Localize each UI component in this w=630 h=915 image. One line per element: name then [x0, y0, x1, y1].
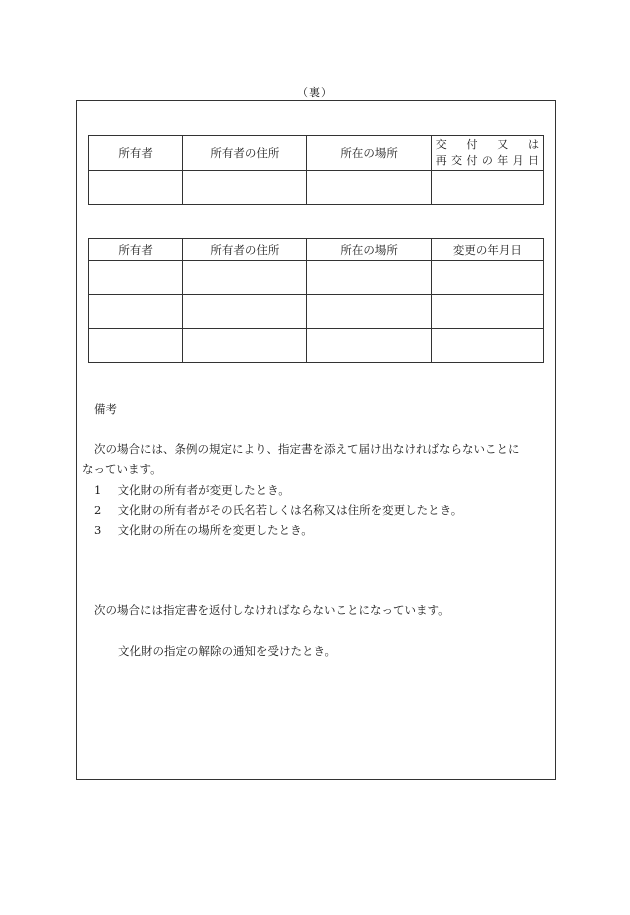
issuance-table	[88, 135, 544, 205]
table-cell[interactable]	[431, 261, 543, 295]
char: 年	[497, 154, 509, 167]
change-table-header-row	[89, 239, 544, 261]
list-item-number: 1	[94, 483, 102, 497]
table-cell[interactable]	[183, 261, 307, 295]
list-item	[94, 502, 462, 518]
table-row	[89, 295, 544, 329]
header-owner: 所有者	[89, 239, 183, 261]
table-cell[interactable]	[89, 171, 183, 205]
header-owner-address: 所有者の住所	[183, 136, 307, 171]
char: 日	[527, 154, 539, 167]
table-cell[interactable]	[89, 329, 183, 363]
char: 又	[497, 138, 509, 151]
char: 再	[435, 154, 447, 167]
remarks-title: 備考	[94, 402, 117, 416]
table-cell[interactable]	[431, 295, 543, 329]
header-location: 所在の場所	[307, 136, 431, 171]
header-change-date: 変更の年月日	[431, 239, 543, 261]
char: の	[481, 154, 493, 167]
table-cell[interactable]	[307, 261, 431, 295]
table-cell[interactable]	[307, 171, 431, 205]
remarks-paragraph-1-line-1: 次の場合には、条例の規定により、指定書を添えて届け出なければならないことに	[94, 442, 520, 456]
list-item	[94, 482, 290, 498]
change-table	[88, 238, 544, 363]
header-issue-date	[431, 136, 543, 171]
list-item-text: 文化財の所有者が変更したとき。	[117, 483, 290, 497]
table-cell[interactable]	[183, 171, 307, 205]
page-label: （裏）	[297, 86, 333, 99]
header-owner-address: 所有者の住所	[183, 239, 307, 261]
table-cell[interactable]	[89, 295, 183, 329]
list-item-number: 2	[94, 503, 102, 517]
issuance-table-header-row	[89, 136, 544, 171]
table-cell[interactable]	[307, 329, 431, 363]
remarks-paragraph-1-line-2: なっています。	[82, 462, 162, 476]
list-item-text: 文化財の所有者がその氏名若しくは名称又は住所を変更したとき。	[117, 503, 463, 517]
header-owner: 所有者	[89, 136, 183, 171]
header-issue-date-line2	[436, 153, 539, 169]
char: 交	[451, 154, 463, 167]
table-cell[interactable]	[431, 329, 543, 363]
table-cell[interactable]	[183, 295, 307, 329]
table-row	[89, 171, 544, 205]
remarks-paragraph-2: 次の場合には指定書を返付しなければならないことになっています。	[94, 603, 450, 617]
table-cell[interactable]	[89, 261, 183, 295]
char: 付	[466, 138, 478, 151]
header-location: 所在の場所	[307, 239, 431, 261]
char: 付	[466, 154, 478, 167]
table-row	[89, 329, 544, 363]
char: 月	[512, 154, 524, 167]
char: 交	[435, 138, 447, 151]
table-cell[interactable]	[431, 171, 543, 205]
table-cell[interactable]	[183, 329, 307, 363]
header-issue-date-line1	[436, 137, 539, 153]
table-row	[89, 261, 544, 295]
list-item-text: 文化財の所在の場所を変更したとき。	[117, 523, 313, 537]
list-item	[94, 522, 313, 538]
char: は	[527, 138, 539, 151]
list-item-number: 3	[94, 523, 102, 537]
table-cell[interactable]	[307, 295, 431, 329]
remarks-paragraph-2-item: 文化財の指定の解除の通知を受けたとき。	[118, 644, 337, 658]
